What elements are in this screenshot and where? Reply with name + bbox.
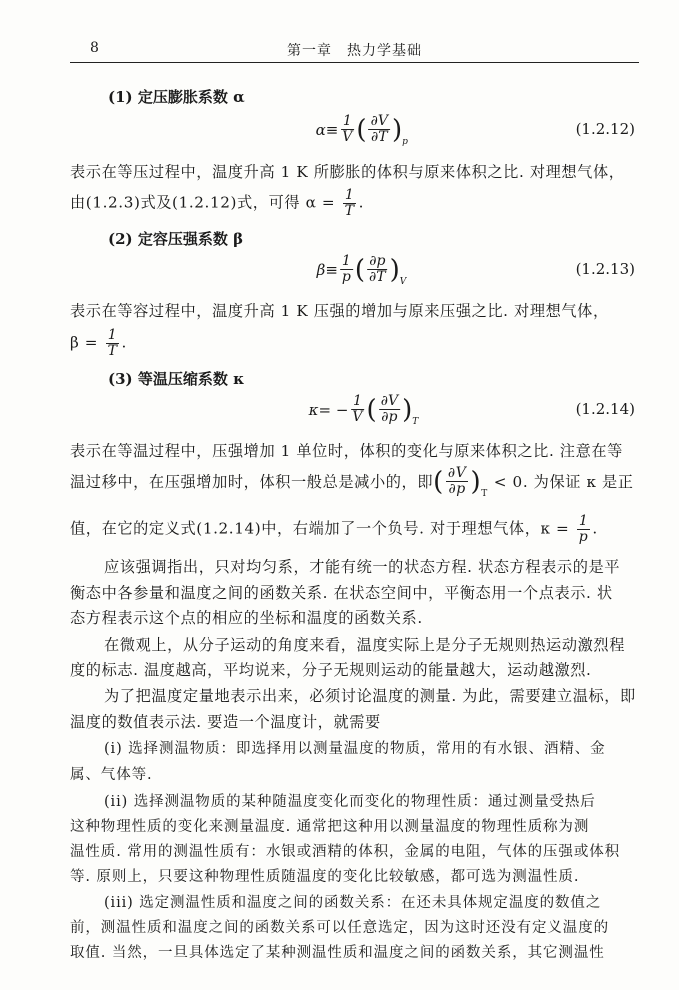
frac-num: 1 — [107, 327, 118, 343]
frac-den: ∂p — [448, 481, 466, 497]
list-item-line: 属、气体等. — [70, 767, 153, 783]
equation-number: (1.2.13) — [575, 260, 635, 278]
text-span: 值，在它的定义式(1.2.14)中，右端加了一个负号. 对于理想气体，κ = — [70, 519, 570, 538]
paragraph-line: 度的标志. 温度越高，平均说来，分子无规则运动的能量越大，运动越激烈. — [70, 661, 592, 679]
text-line: 温过移中，在压强增加时，体积一般总是减小的，即 ( $\frac{\partial V}{\partial p}$ ) T < 0. 为保证 κ 是正 — [70, 465, 634, 499]
frac-num: 1 — [344, 187, 355, 203]
text-span: . — [121, 333, 127, 352]
text-line: 表示在等容过程中，温度升高 1 K 压强的增加与原来压强之比. 对理想气体， — [70, 302, 609, 320]
text-line — [70, 328, 639, 359]
list-item-line: 前，测温性质和温度之间的函数关系可以任意选定，因为这时还没有定义温度的 — [70, 920, 609, 936]
list-item-line: 这种物理性质的变化来测量温度. 通常把这种用以测量温度的物理性质称为测 — [70, 819, 590, 835]
list-item-line: 温性质. 常用的测温性质有：水银或酒精的体积，金属的电阻，气体的压强或体积 — [70, 844, 621, 860]
paragraph-line: 应该强调指出，只对均匀系，才能有统一的状态方程. 状态方程表示的是平 — [104, 558, 621, 576]
text-span: β = — [70, 333, 99, 352]
eq-lhs: α≡ — [315, 120, 339, 139]
paragraph-line: 为了把温度定量地表示出来，必须讨论温度的测量. 为此，需要建立温标，即 — [104, 687, 636, 705]
frac-num: ∂V — [370, 113, 388, 129]
section-heading-beta: (2) 定容压强系数 β — [108, 230, 244, 248]
frac-num: ∂V — [447, 465, 467, 481]
frac-den: ∂T — [369, 269, 386, 285]
eq-lhs: κ= − — [308, 400, 349, 419]
section-heading-alpha: (1) 定压膨胀系数 α — [108, 88, 245, 106]
page-header — [70, 38, 639, 60]
paragraph-line: 温度的数值表示法. 要造一个温度计，就需要 — [70, 713, 381, 731]
frac-num: 1 — [353, 393, 362, 409]
text-line: 表示在等压过程中，温度升高 1 K 所膨胀的体积与原来体积之比. 对理想气体， — [70, 163, 625, 181]
text-span: < 0. 为保证 κ 是正 — [493, 473, 634, 491]
frac-num: 1 — [578, 513, 589, 529]
frac-den: V — [352, 409, 363, 425]
list-item-line: (i) 选择测温物质：即选择用以测量温度的物质，常用的有水银、酒精、金 — [104, 741, 606, 757]
text-span: . — [592, 519, 598, 538]
frac-num: ∂V — [380, 393, 399, 409]
equation-number: (1.2.12) — [575, 120, 635, 138]
frac-den: ∂p — [381, 409, 398, 425]
equation-1-2-12: α≡ $\frac{1}{V}$ ( $\frac{\partial V}{\partial T}$ ) p (1.2.12) — [315, 113, 635, 147]
paragraph-line: 在微观上，从分子运动的角度来看，温度实际上是分子无规则热运动激烈程 — [104, 636, 625, 654]
text-span: 由(1.2.3)式及(1.2.12)式，可得 α = — [70, 193, 336, 212]
list-item-line: (iii) 选定测温性质和温度之间的函数关系：在还未具体规定温度的数值之 — [104, 895, 602, 911]
list-item-line: 等. 原则上，只要这种物理性质随温度的变化比较敏感，都可选为测温性质. — [70, 869, 580, 885]
eq-lhs: β≡ — [316, 260, 338, 279]
frac-den: p — [341, 269, 351, 285]
chapter-title: 第一章 热力学基础 — [287, 43, 422, 59]
eq-subscript: V — [399, 277, 407, 287]
paragraph-line: 衡态中各参量和温度之间的函数关系. 在状态空间中，平衡态用一个点表示. 状 — [70, 584, 613, 602]
equation-number: (1.2.14) — [575, 400, 635, 418]
frac-den: T — [107, 343, 118, 359]
text-line: 表示在等温过程中，压强增加 1 单位时，体积的变化与原来体积之比. 注意在等 — [70, 442, 623, 460]
paragraph-line: 态方程表示这个点的相应的坐标和温度的函数关系. — [70, 609, 423, 627]
section-heading-kappa: (3) 等温压缩系数 κ — [108, 370, 245, 388]
header-rule — [70, 62, 639, 63]
list-item-line: 取值. 当然，一旦具体选定了某种测温性质和温度之间的函数关系，其它测温性 — [70, 945, 605, 961]
text-span: . — [358, 193, 365, 212]
eq-subscript: p — [402, 137, 408, 147]
text-span: 温过移中，在压强增加时，体积一般总是减小的，即 — [70, 473, 434, 491]
frac-num: 1 — [341, 253, 351, 269]
eq-subscript: T — [481, 489, 488, 499]
text-line — [70, 514, 639, 545]
frac-den: ∂T — [370, 129, 388, 145]
eq-subscript: T — [412, 417, 419, 427]
text-line — [70, 188, 639, 219]
equation-1-2-14: κ= − $\frac{1}{V}$ ( $\frac{\partial V}{\partial p}$ ) T (1.2.14) — [308, 393, 635, 427]
frac-den: V — [342, 129, 353, 145]
equation-1-2-13: β≡ $\frac{1}{p}$ ( $\frac{\partial p}{\partial T}$ ) V (1.2.13) — [316, 253, 635, 287]
frac-num: ∂p — [369, 253, 386, 269]
page-number: 8 — [90, 40, 99, 56]
list-item-line: (ii) 选择测温物质的某种随温度变化而变化的物理性质：通过测量受热后 — [104, 794, 596, 810]
frac-den: T — [344, 203, 355, 219]
frac-num: 1 — [342, 113, 352, 129]
frac-den: p — [578, 529, 589, 545]
